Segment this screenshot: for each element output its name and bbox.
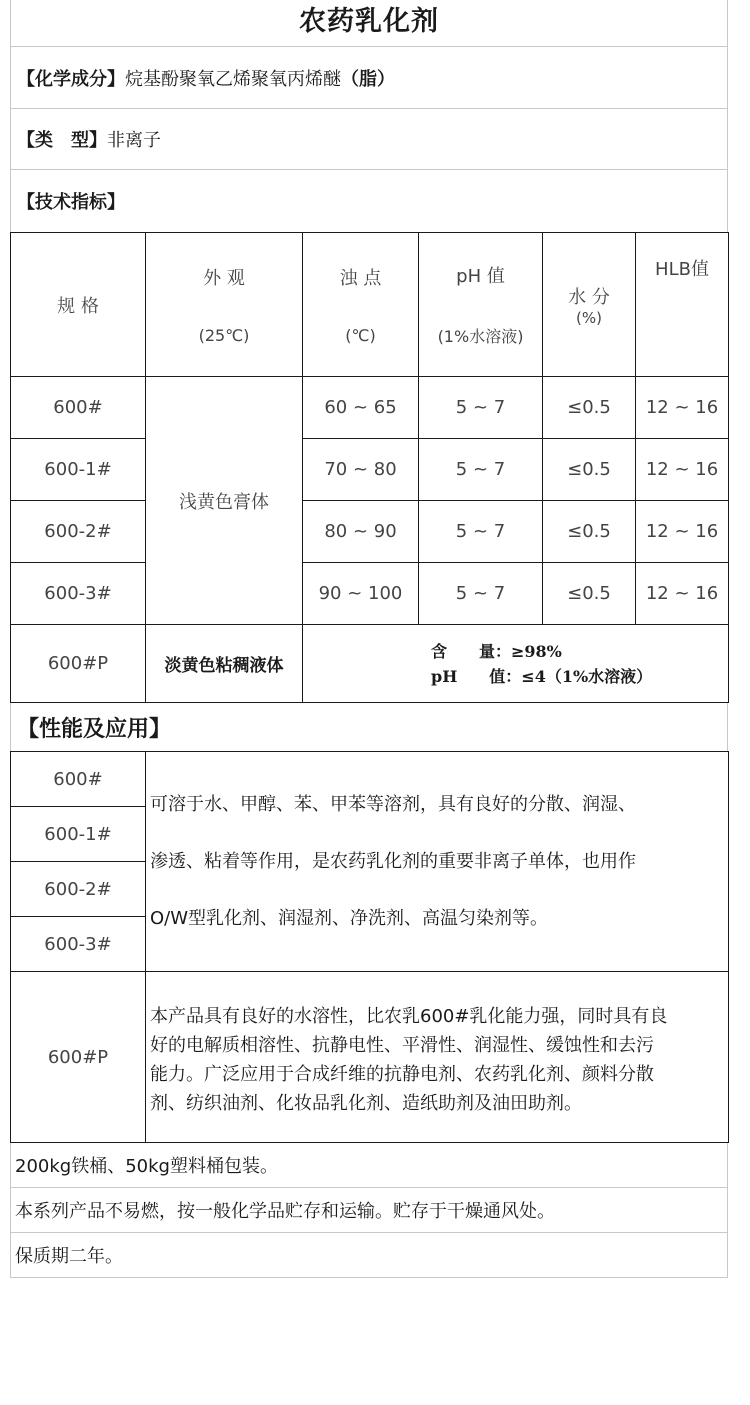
hlb-cell: 12 ~ 16 bbox=[636, 439, 729, 501]
header-appearance: 外 观 (25℃) bbox=[146, 233, 303, 377]
table-row-p bbox=[11, 625, 729, 703]
header-water: 水 分 (%) bbox=[543, 233, 636, 377]
content-line: 含 量：≥98% bbox=[431, 641, 562, 661]
type-value: 非离子 bbox=[107, 130, 161, 151]
ph-cell: 5 ~ 7 bbox=[419, 439, 543, 501]
grade-cell: 600-1# bbox=[11, 807, 146, 862]
spec-header-row bbox=[11, 233, 729, 377]
ph-cell: 5 ~ 7 bbox=[419, 501, 543, 563]
water-cell: ≤0.5 bbox=[543, 377, 636, 439]
grade-cell: 600-2# bbox=[11, 862, 146, 917]
document bbox=[10, 0, 728, 1278]
water-cell: ≤0.5 bbox=[543, 501, 636, 563]
grade-cell: 600#P bbox=[11, 625, 146, 703]
composition-label: 【化学成分】 bbox=[17, 68, 125, 90]
hlb-cell: 12 ~ 16 bbox=[636, 501, 729, 563]
grade-cell: 600# bbox=[11, 377, 146, 439]
appearance-cell: 淡黄色粘稠液体 bbox=[146, 625, 303, 703]
p-spec-cell bbox=[303, 625, 729, 703]
cloud-point-cell: 90 ~ 100 bbox=[303, 563, 419, 625]
hlb-cell: 12 ~ 16 bbox=[636, 563, 729, 625]
grade-cell: 600#P bbox=[11, 972, 146, 1143]
description-cell: 可溶于水、甲醇、苯、甲苯等溶剂，具有良好的分散、润湿、 渗透、粘着等作用，是农药乳化剂的重要非离子单体，也用作 O/W型乳化剂、润湿剂、净洗剂、高温匀染剂等。 bbox=[146, 752, 729, 972]
description-cell: 本产品具有良好的水溶性，比农乳600#乳化能力强，同时具有良 好的电解质相溶性、抗静电性、平滑性、润湿性、缓蚀性和去污 能力。广泛应用于合成纤维的抗静电剂、农药乳化剂、颜料分散 剂、纺织油剂、化妆品乳化剂、造纸助剂及油田助剂。 bbox=[146, 972, 729, 1143]
composition-row bbox=[10, 47, 728, 109]
grade-cell: 600-3# bbox=[11, 563, 146, 625]
tech-spec-heading: 【技术指标】 bbox=[10, 170, 728, 232]
table-row bbox=[11, 752, 729, 807]
header-ph: pH 值 (1%水溶液) bbox=[419, 233, 543, 377]
storage-row: 本系列产品不易燃，按一般化学品贮存和运输。贮存于干燥通风处。 bbox=[10, 1188, 728, 1233]
table-row bbox=[11, 377, 729, 439]
shelf-life-row: 保质期二年。 bbox=[10, 1233, 728, 1278]
packaging-row: 200kg铁桶、50kg塑料桶包装。 bbox=[10, 1143, 728, 1188]
composition-suffix: （脂） bbox=[341, 68, 395, 90]
composition-value: 烷基酚聚氧乙烯聚氧丙烯醚 bbox=[125, 68, 341, 90]
cloud-point-cell: 80 ~ 90 bbox=[303, 501, 419, 563]
water-cell: ≤0.5 bbox=[543, 563, 636, 625]
grade-cell: 600-1# bbox=[11, 439, 146, 501]
performance-table bbox=[10, 751, 729, 1143]
table-row bbox=[11, 563, 729, 625]
table-row-p bbox=[11, 972, 729, 1143]
header-hlb: HLB值 bbox=[636, 233, 729, 377]
ph-line: pH 值：≤4（1%水溶液） bbox=[431, 666, 653, 686]
spec-table bbox=[10, 232, 729, 703]
appearance-cell: 浅黄色膏体 bbox=[146, 377, 303, 625]
grade-cell: 600-3# bbox=[11, 917, 146, 972]
table-row bbox=[11, 501, 729, 563]
cloud-point-cell: 70 ~ 80 bbox=[303, 439, 419, 501]
page-title: 农药乳化剂 bbox=[10, 0, 728, 47]
water-cell: ≤0.5 bbox=[543, 439, 636, 501]
ph-cell: 5 ~ 7 bbox=[419, 563, 543, 625]
grade-cell: 600# bbox=[11, 752, 146, 807]
header-grade: 规 格 bbox=[11, 233, 146, 377]
table-row bbox=[11, 439, 729, 501]
type-label: 【类 型】 bbox=[17, 130, 107, 151]
type-row bbox=[10, 109, 728, 170]
performance-heading: 【性能及应用】 bbox=[10, 703, 728, 751]
ph-cell: 5 ~ 7 bbox=[419, 377, 543, 439]
grade-cell: 600-2# bbox=[11, 501, 146, 563]
cloud-point-cell: 60 ~ 65 bbox=[303, 377, 419, 439]
hlb-cell: 12 ~ 16 bbox=[636, 377, 729, 439]
header-cloud-point: 浊 点 (℃) bbox=[303, 233, 419, 377]
